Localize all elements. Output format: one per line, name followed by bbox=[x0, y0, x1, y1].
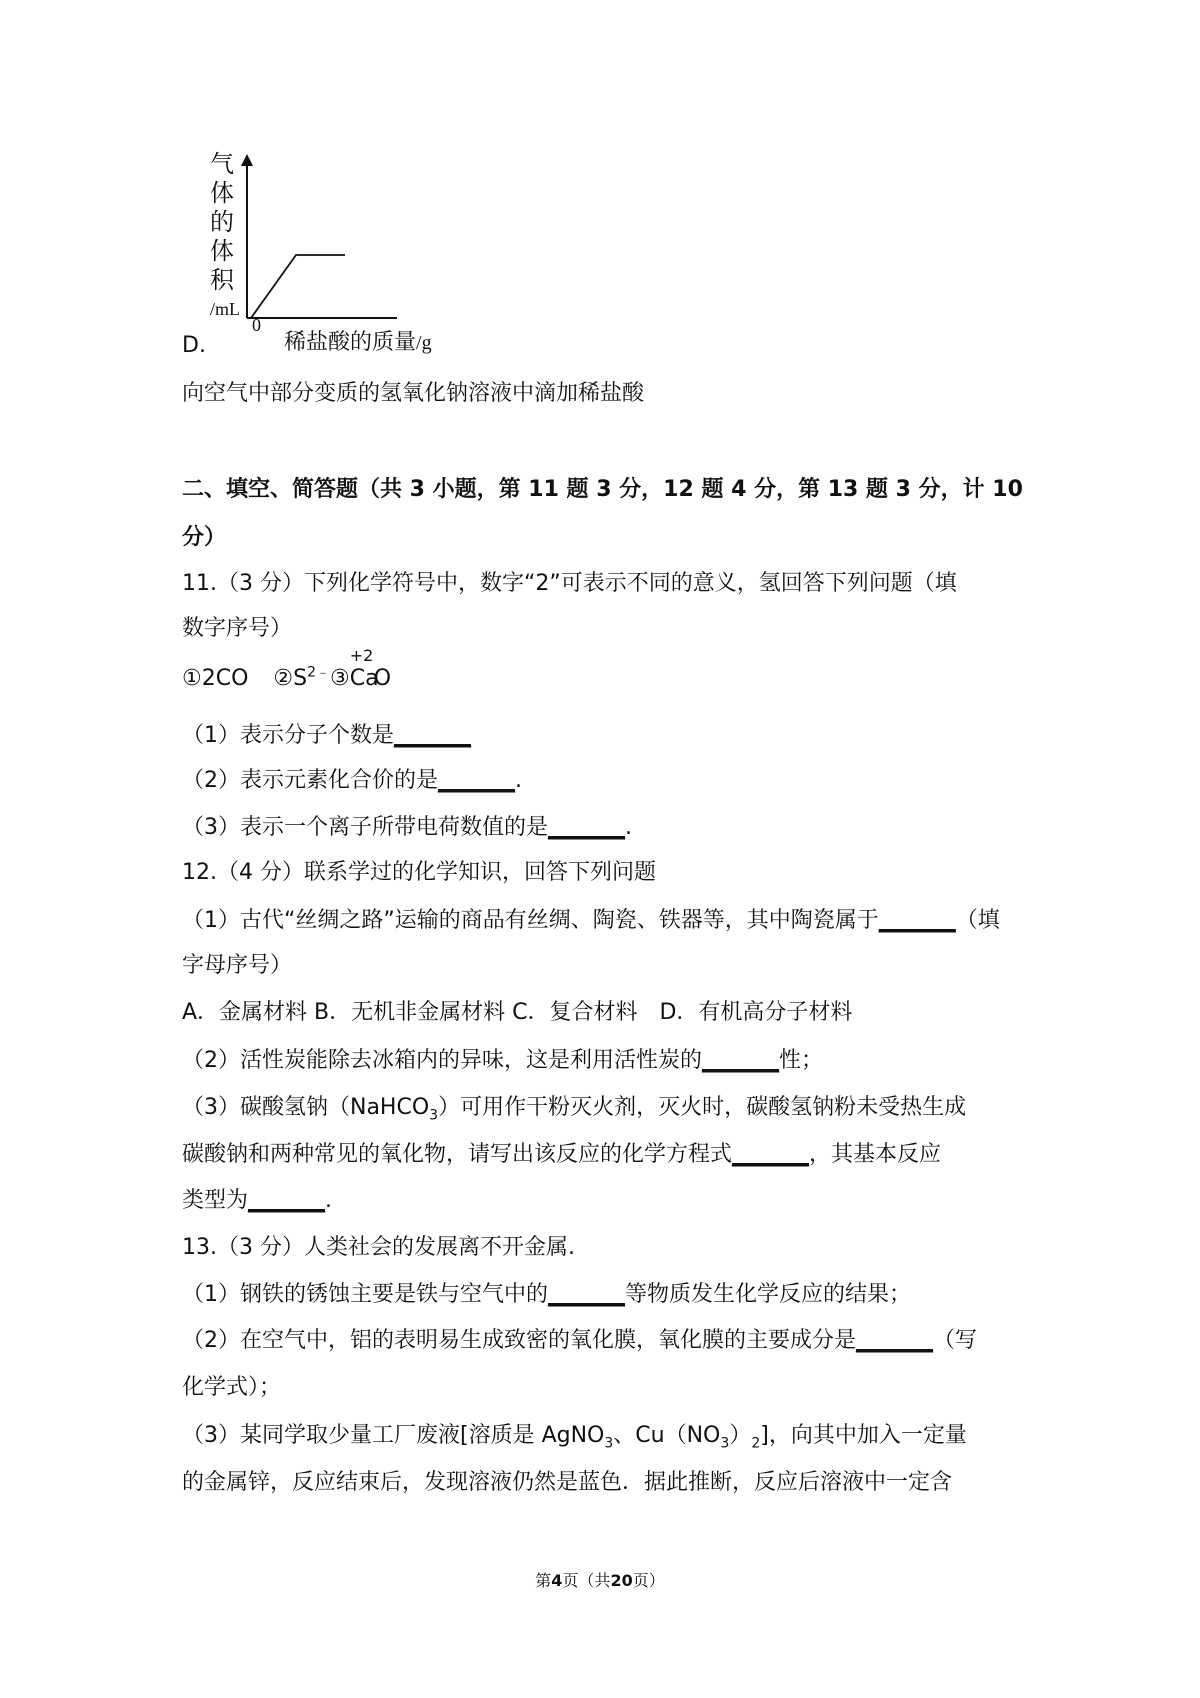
q13-part3-text-b: 、Cu（NO bbox=[613, 1423, 721, 1448]
option-d-description: 向空气中部分变质的氢氧化钠溶液中滴加稀盐酸 bbox=[182, 381, 645, 406]
q13-part3 bbox=[182, 1418, 967, 1452]
q13-part1-text: （1）钢铁的锈蚀主要是铁与空气中的 bbox=[182, 1282, 548, 1307]
q11-part1 bbox=[182, 718, 471, 749]
q12-part2-tail: 性； bbox=[779, 1048, 824, 1073]
footer-total-pages: 20 bbox=[610, 1571, 633, 1590]
q12-stem: 12.（4 分）联系学过的化学知识，回答下列问题 bbox=[182, 860, 656, 885]
footer-page-number: 4 bbox=[551, 1571, 563, 1590]
q11-part2-text: （2）表示元素化合价的是 bbox=[182, 768, 438, 793]
q12-part2 bbox=[182, 1043, 823, 1074]
answer-blank[interactable]: _______ bbox=[394, 723, 471, 748]
y-label-char: 体 bbox=[210, 237, 234, 265]
symbol-2 bbox=[273, 666, 330, 691]
subscript: 3 bbox=[720, 1435, 730, 1452]
symbol-2-base: ②S bbox=[273, 666, 308, 691]
q12-part3-text: （3）碳酸氢钠（NaHCO bbox=[182, 1095, 430, 1120]
q12-part1-text: （1）古代“丝绸之路”运输的商品有丝绸、陶瓷、铁器等，其中陶瓷属于 bbox=[182, 908, 879, 933]
q11-part3 bbox=[182, 810, 632, 841]
footer-post: 页） bbox=[632, 1571, 665, 1590]
y-label-char: 体 bbox=[210, 179, 234, 207]
footer-pre: 第 bbox=[535, 1571, 552, 1590]
q13-part2-tail: （写 bbox=[933, 1328, 978, 1353]
q13-part3-text: （3）某同学取少量工厂废液[溶质是 AgNO bbox=[182, 1423, 605, 1448]
symbol-3-prefix: ③ bbox=[330, 666, 350, 691]
q12-part1-cont: 字母序号） bbox=[182, 953, 293, 978]
symbol-2-charge: 2﹣ bbox=[307, 664, 331, 681]
answer-blank[interactable]: _______ bbox=[702, 1048, 779, 1073]
subscript: 3 bbox=[429, 1107, 439, 1124]
subscript: 2 bbox=[751, 1435, 761, 1452]
q13-part1-tail: 等物质发生化学反应的结果； bbox=[625, 1282, 912, 1307]
volume-curve bbox=[251, 255, 345, 318]
y-label-char: 气 bbox=[210, 150, 234, 178]
q11-part3-text: （3）表示一个离子所带电荷数值的是 bbox=[182, 815, 548, 840]
footer-mid: 页（共 bbox=[562, 1571, 611, 1590]
q12-options: A．金属材料 B．无机非金属材料 C．复合材料 D．有机高分子材料 bbox=[182, 1000, 853, 1025]
q12-part3-text-d: ，其基本反应 bbox=[809, 1142, 942, 1167]
graph-x-label bbox=[284, 325, 432, 356]
answer-blank[interactable]: _______ bbox=[548, 815, 625, 840]
answer-blank[interactable]: _______ bbox=[548, 1282, 625, 1307]
q13-stem: 13.（3 分）人类社会的发展离不开金属. bbox=[182, 1235, 575, 1260]
q13-part3-text-d: ]，向其中加入一定量 bbox=[760, 1423, 967, 1448]
q11-symbols bbox=[182, 646, 392, 691]
y-label-char: 的 bbox=[210, 208, 234, 236]
x-label-text: 稀盐酸的质量 bbox=[284, 330, 417, 355]
y-axis-arrow bbox=[241, 154, 253, 166]
answer-blank[interactable]: _______ bbox=[438, 768, 515, 793]
symbol-1: ①2CO bbox=[182, 666, 249, 691]
q11-stem-cont: 数字序号） bbox=[182, 616, 293, 641]
q13-part2-cont: 化学式）； bbox=[182, 1375, 282, 1400]
q13-part3-text-c: ） bbox=[729, 1423, 752, 1448]
symbol-3-suffix: O bbox=[373, 666, 392, 691]
q12-part2-text: （2）活性炭能除去冰箱内的异味，这是利用活性炭的 bbox=[182, 1048, 702, 1073]
q13-part1 bbox=[182, 1277, 911, 1308]
symbol-3-base: Ca bbox=[349, 666, 379, 691]
option-d-label: D. bbox=[182, 333, 206, 358]
q13-part2 bbox=[182, 1323, 977, 1354]
q12-part1 bbox=[182, 903, 1000, 934]
q12-part3-text-b: ）可用作干粉灭火剂，灭火时，碳酸氢钠粉未受热生成 bbox=[438, 1095, 967, 1120]
q12-part3-cont bbox=[182, 1137, 941, 1168]
valence-mark: +2 bbox=[349, 646, 374, 665]
graph-origin: 0 bbox=[252, 315, 261, 335]
q12-part3-text-c: 碳酸钠和两种常见的氧化物，请写出该反应的化学方程式 bbox=[182, 1142, 733, 1167]
q12-part3 bbox=[182, 1090, 967, 1124]
q11-part2 bbox=[182, 763, 522, 794]
q11-part1-text: （1）表示分子个数是 bbox=[182, 723, 394, 748]
period: . bbox=[625, 815, 632, 840]
x-label-unit: /g bbox=[416, 332, 432, 354]
symbol-3-element bbox=[349, 646, 379, 691]
graph-y-label bbox=[210, 150, 242, 324]
y-label-unit: /mL bbox=[210, 299, 240, 319]
y-label-char: 积 bbox=[210, 266, 234, 294]
q13-part2-text: （2）在空气中，铝的表明易生成致密的氧化膜，氧化膜的主要成分是 bbox=[182, 1328, 856, 1353]
section-heading: 二、填空、简答题（共 3 小题，第 11 题 3 分，12 题 4 分，第 13 题 3 分，计 10 bbox=[182, 477, 1023, 502]
period: . bbox=[325, 1188, 333, 1213]
answer-blank[interactable]: _______ bbox=[878, 908, 956, 933]
answer-blank[interactable]: _______ bbox=[732, 1142, 810, 1167]
q11-stem: 11.（3 分）下列化学符号中，数字“2”可表示不同的意义，氢回答下列问题（填 bbox=[182, 571, 957, 596]
q12-part3-end bbox=[182, 1183, 332, 1214]
answer-blank[interactable]: _______ bbox=[856, 1328, 933, 1353]
subscript: 3 bbox=[604, 1435, 614, 1452]
q12-part3-text-e: 类型为 bbox=[182, 1188, 249, 1213]
q13-part3-cont: 的金属锌，反应结束后，发现溶液仍然是蓝色．据此推断，反应后溶液中一定含 bbox=[182, 1470, 953, 1495]
answer-blank[interactable]: _______ bbox=[248, 1188, 326, 1213]
section-heading-cont: 分） bbox=[182, 525, 227, 550]
period: . bbox=[515, 768, 522, 793]
page-footer bbox=[0, 1568, 1200, 1591]
q12-part1-tail: （填 bbox=[955, 908, 1000, 933]
